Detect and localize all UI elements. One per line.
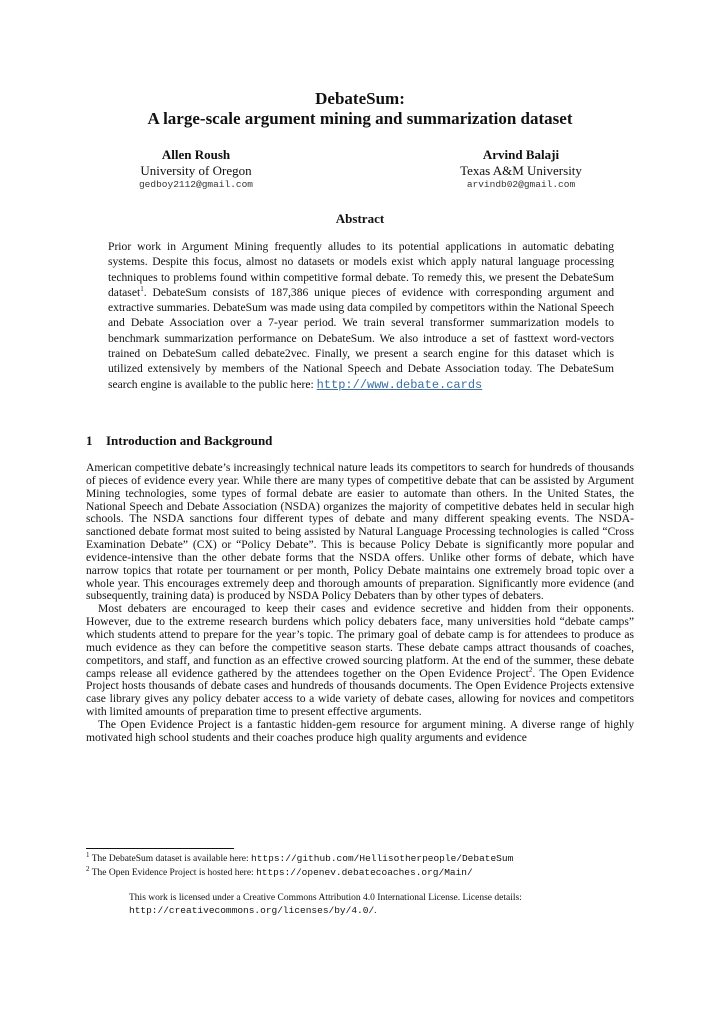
footnote-url[interactable]: https://openev.debatecoaches.org/Main/: [256, 867, 473, 878]
section-body: [86, 462, 634, 745]
abstract-part-2: . DebateSum consists of 187,386 unique pieces of evidence with corresponding argument and extractive summaries. DebateSum was made using data compiled by competitors within the National Speech and Debate Association over a 7-year period. We train several transformer summarization models to benchmark summarization performance on DebateSum. We also introduce a set of fasttext word-vectors trained on DebateSum called debate2vec. Finally, we present a search engine for this dataset which is utilized extensively by members of the National Speech and Debate Association today. The DebateSum search engine is available to the public here:: [108, 285, 614, 391]
author-name: Arvind Balaji: [482, 147, 560, 162]
paragraph: American competitive debate’s increasingly technical nature leads its competitors to search for hundreds of thousands of pieces of evidence every year. While there are many types of competitive debate that can be assisted by Argument Mining technologies, some types of formal debate are easier to automate than others. In the United States, the National Speech and Debate Association (NSDA) organizes the majority of competitive debates held in secular high schools. The NSDA sanctions four different types of debate and many different speaking events. The NSDA-sanctioned debate format most suited to being assisted by Natural Language Processing technologies is called “Cross Examination Debate” (CX) or “Policy Debate”. This is because Policy Debate is significantly more popular and evidence-intensive than the other debate forms that the NSDA offers. Unlike other forms of debate, which have narrow topics that rotate per tournament or per month, Policy Debate maintains one extremely broad topic over a whole year. This encourages extremely deep and thorough amounts of preparation. Significantly more evidence (and subsequently, training data) is produced by NSDA Policy Debaters than by other types of debaters.: [86, 461, 634, 603]
license-url[interactable]: http://creativecommons.org/licenses/by/4.0/: [129, 904, 375, 916]
footnote-mark: 2: [86, 864, 90, 873]
author-block-1: [66, 147, 326, 191]
license-end: .: [374, 905, 377, 916]
author-affiliation: Texas A&M University: [460, 163, 582, 178]
paragraph: [86, 603, 634, 719]
footnote-mark: 2: [528, 665, 533, 674]
footnote-2: [86, 866, 646, 880]
author-email: gedboy2112@gmail.com: [138, 179, 254, 190]
footnote-mark: 1: [86, 850, 90, 859]
abstract-heading: Abstract: [335, 211, 385, 226]
author-name: Allen Roush: [161, 147, 231, 162]
footnote-mark: 1: [140, 285, 144, 294]
section-heading: [86, 433, 272, 449]
author-block-2: [391, 147, 651, 191]
paragraph-part: Most debaters are encouraged to keep their cases and evidence secretive and hidden from their opponents. However, due to the extreme research burdens which policy debaters face, many universities hold “debate camps” which students attend to prepare for the year’s topic. The primary goal of debate camp is for attendees to produce as much evidence as they can before the competitive season starts. These debate camps attract thousands of coaches, competitors, and staff, and function as an effective crowed sourcing platform. At the end of the summer, these debate camps release all evidence gathered by the attendees together on the Open Evidence Project: [86, 602, 634, 680]
section-title: Introduction and Background: [106, 433, 273, 448]
author-affiliation: University of Oregon: [140, 163, 252, 178]
search-engine-link[interactable]: http://www.debate.cards: [316, 377, 483, 392]
footnote-text: The Open Evidence Project is hosted here:: [91, 868, 257, 878]
footnote-rule: [86, 848, 234, 849]
paper-title-line1: DebateSum:: [315, 89, 405, 108]
license-text: This work is licensed under a Creative Commons Attribution 4.0 International License. License details:: [129, 893, 522, 903]
footnote-1: [86, 852, 646, 866]
paragraph-part: . The Open Evidence Project hosts thousands of debate cases and hundreds of thousands documents. The Open Evidence Projects extensive case library gives any policy debater access to a wide variety of debate cases, allowing for novices and competitors with limited amounts of preparation time to present effective arguments.: [86, 666, 635, 719]
license-note: [129, 892, 629, 917]
section-number: 1: [86, 433, 93, 448]
footnote-url[interactable]: https://github.com/Hellisotherpeople/DebateSum: [251, 853, 514, 864]
paragraph: The Open Evidence Project is a fantastic hidden-gem resource for argument mining. A diverse range of highly motivated high school students and their coaches produce high quality arguments and evidence: [86, 717, 634, 744]
footnotes: [86, 852, 646, 880]
abstract-text: [108, 239, 614, 393]
paper-title-line2: A large-scale argument mining and summarization dataset: [147, 109, 573, 128]
footnote-text: The DebateSum dataset is available here:: [91, 854, 252, 864]
abstract-part-1: Prior work in Argument Mining frequently alludes to its potential applications in automatic debating systems. Despite this focus, almost no datasets or models exist which apply natural language processing techniques to problems found within competitive formal debate. To remedy this, we present the DebateSum dataset: [108, 240, 614, 299]
author-email: arvindb02@gmail.com: [466, 179, 576, 190]
